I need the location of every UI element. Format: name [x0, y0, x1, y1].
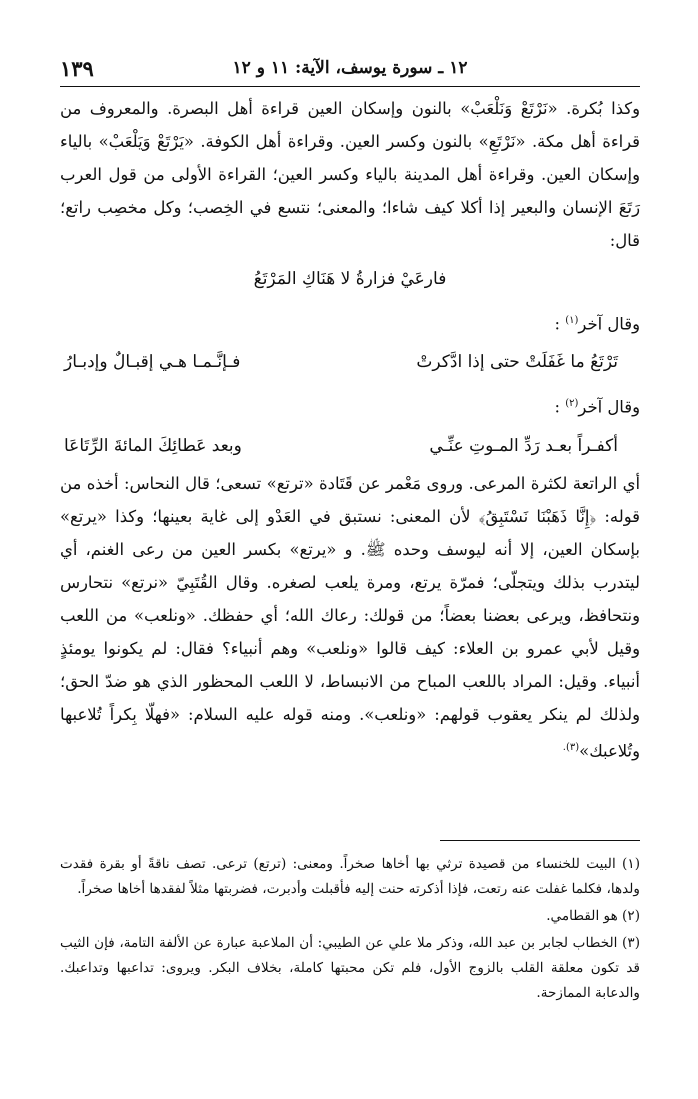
surah-verse-heading: ١٢ ـ سورة يوسف، الآية: ١١ و ١٢	[232, 58, 468, 78]
main-text	[60, 92, 640, 767]
verse-2-first-hemistich: تَرْتَعُ ما غَفَلَتْ حتى إذا ادَّكرتْ	[416, 352, 618, 373]
footnote-separator	[440, 840, 640, 841]
page-number: ١٣٩	[60, 56, 94, 81]
verse-2	[60, 346, 640, 379]
paragraph-2	[60, 467, 640, 767]
footnote-2: (٢) هو القطامي.	[546, 908, 640, 924]
footnote-1: (١) البيت للخنساء من قصيدة ترثي بها أخاها صخراً. ومعنى: (ترتع) ترعى. تصف ناقةً أو بقرة فقدت ولدها، فكلما غفلت عنه رتعت، فإذا أذكرته حنت إليه فأقبلت وأدبرت، فضربتها مثلاً لفقدها أخاها صخراً.	[60, 856, 640, 897]
verse-3	[60, 430, 640, 463]
verse-2-intro: وقال آخر$^{(١)}$ :	[554, 314, 640, 334]
footnotes	[60, 852, 640, 1008]
paragraph-2-text: أي الراتعة لكثرة المرعى. وروى مَعْمر عن قَتَادة «ترتع» تسعى؛ قال النحاس: أخذه من قوله: ﴿إِنَّا ذَهَبْنَا نَسْتَبِقُ﴾ لأن المعنى: نستبق في العَدْو إلى غاية بعينها؛ وكذا «يرتع» بإسكان العين، إلا أنه ليوسف وحده ﷺ. و «يرتع» بكسر العين من رعى الغنم، أي ليتدرب بذلك ويتجلّى؛ فمرّة يرتع، ومرة يلعب لصغره. وقال القُتَبِيّ «نرتع» نتحارس ونتحافظ، ويرعى بعضنا بعضاً؛ من قولك: رعاك الله؛ أي حفظك. «ونلعب» من اللعب وقيل لأبي عمرو بن العلاء: كيف قالوا «ونلعب» وهم أنبياء؟ فقال: لم يكونوا يومئذٍ أنبياء. وقيل: المراد باللعب المباح من الانبساط، لا اللعب المحظور الذي هو ضدّ الحق؛ ولذلك لم ينكر يعقوب قولهم: «ونلعب». ومنه قوله عليه السلام: «فهلّا بِكراً تُلاعبها وتُلاعبك»	[60, 473, 640, 761]
header-rule	[60, 86, 640, 87]
footnote-ref-1: (١)	[565, 315, 579, 326]
verse-2-second-hemistich: فـإنَّـمـا هـي إقبـالٌ وإدبـارُ	[64, 352, 241, 373]
running-header	[60, 56, 640, 86]
footnote-ref-2: (٢)	[565, 398, 579, 410]
verse-2-intro-text: وقال آخر	[578, 314, 640, 334]
paragraph-1: وكذا بُكرة. «نَرْتَعْ وَنَلْعَبْ» بالنون وإسكان العين قراءة أهل البصرة. والمعروف من قراءة أهل مكة. «نَرْتَعِ» بالنون وكسر العين. وقراءة أهل الكوفة. «يَرْتَعْ وَيَلْعَبْ» بالياء وإسكان العين. وقراءة أهل المدينة بالياء وكسر العين؛ القراءة الأولى من قول العرب رَتَعَ الإنسان والبعير إذا أكلا كيف شاءا؛ والمعنى؛ نتسع في الخِصب؛ وكل مخصِب راتع؛ قال:	[60, 99, 640, 250]
verse-3-first-hemistich: أكفـراً بعـد رَدِّ المـوتِ عنِّـي	[429, 435, 618, 456]
verse-3-intro: وقال آخر$^{(٢)}$ :	[554, 397, 640, 417]
verse-3-intro-text: وقال آخر	[578, 397, 640, 417]
footnote-ref-3: (٣).	[562, 741, 580, 753]
footnote-3: (٣) الخطاب لجابر بن عبد الله، وذكر ملا علي عن الطيبي: أن الملاعبة عبارة عن الألفة التامة، فإن الثيب قد تكون معلقة القلب بالزوج الأول، فلم تكن محبتها كاملة، بخلاف البكر. ويروى: تداعبها وتداعبك. والدعابة الممازحة.	[60, 935, 640, 1001]
verse-3-second-hemistich: وبعد عَطائِكَ المائةَ الرِّتَاعَا	[64, 435, 242, 456]
verse-1: فارعَيْ فزارةُ لا هَنَاكِ المَرْتَعُ	[253, 269, 447, 289]
